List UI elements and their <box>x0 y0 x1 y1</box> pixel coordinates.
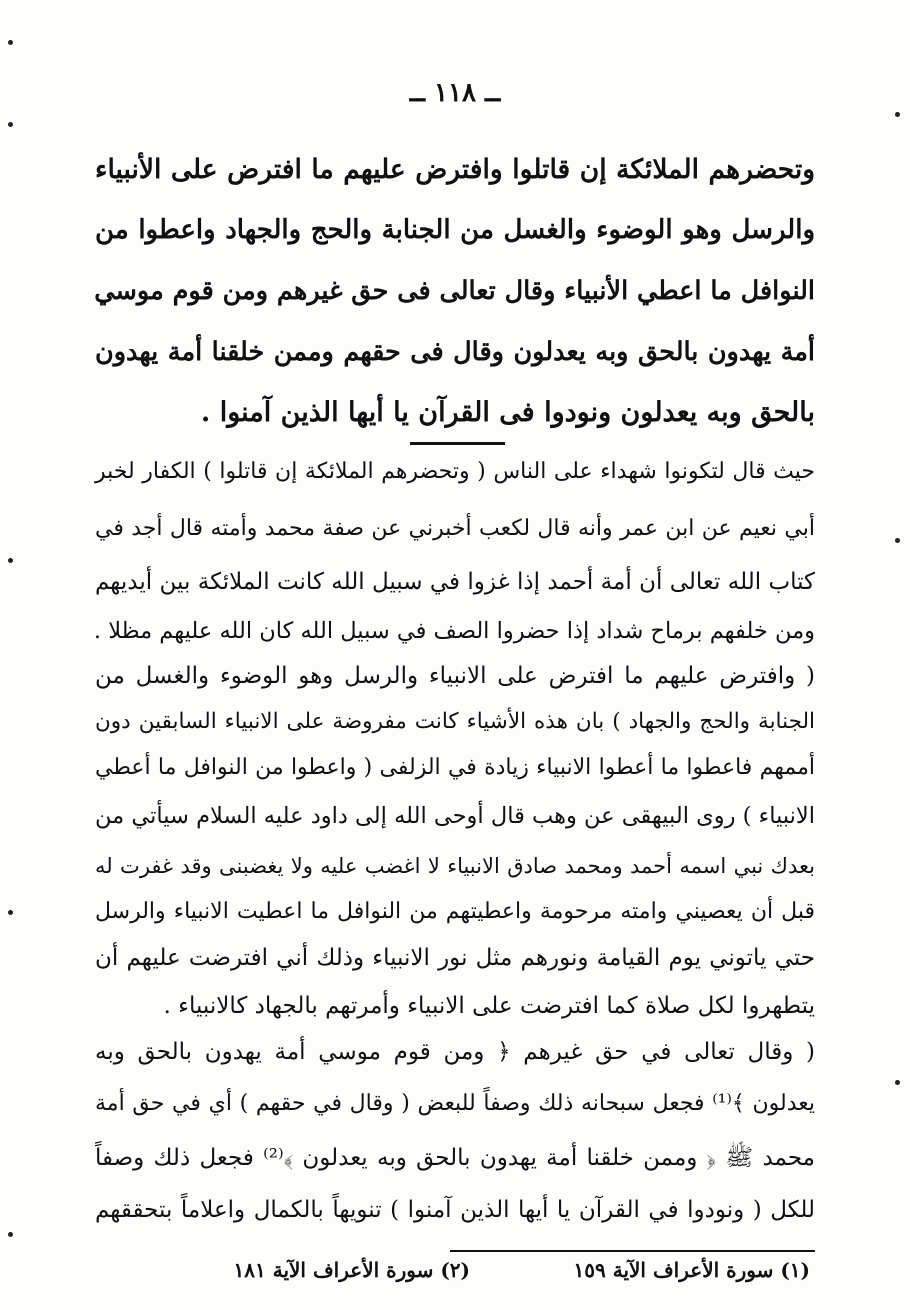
matn-line: أمة يهدون بالحق وبه يعدلون وقال فى حقهم وممن خلقنا أمة يهدون <box>95 337 815 367</box>
commentary-line: بعدك نبي اسمه أحمد ومحمد صادق الانبياء لا اغضب عليه ولا يغضبنى وقد غفرت له <box>95 854 815 878</box>
commentary-line: محمد ﷺ ﴿ وممن خلقنا أمة يهدون بالحق وبه يعدلون ﴾⁽²⁾ فجعل ذلك وصفاً <box>95 1145 815 1171</box>
page-number: ــ ١١٨ ــ <box>409 78 501 108</box>
footnote: (٢) سورة الأعراف الآية ١٨١ <box>233 1258 470 1282</box>
commentary-line: أممهم فاعطوا ما أعطوا الانبياء زيادة في الزلفى ( واعطوا من النوافل ما أعطي <box>95 755 815 780</box>
commentary-line: الجنابة والحج والجهاد ) بان هذه الأشياء كانت مفروضة على الانبياء السابقين دون <box>95 709 815 734</box>
matn-line: بالحق وبه يعدلون ونودوا فى القرآن يا أيها الذين آمنوا . <box>200 397 815 428</box>
scan-speck <box>8 558 13 563</box>
commentary-line: للكل ( ونودوا في القرآن يا أيها الذين آمنوا ) تنويهاً بالكمال واعلاماً بتحققهم <box>95 1197 815 1223</box>
scan-speck <box>8 40 13 45</box>
commentary-line: ومن خلفهم برماح شداد إذا حضروا الصف في سبيل الله كان الله عليهم مظلا . <box>93 618 815 644</box>
commentary-line: ( وقال تعالى في حق غيرهم ﴿ ومن قوم موسي أمة يهدون بالحق وبه <box>95 1039 815 1065</box>
commentary-line: يتطهروا لكل صلاة كما افترضت على الانبياء وأمرتهم بالجهاد كالانبياء . <box>163 993 815 1019</box>
commentary-line: يعدلون ﴾⁽¹⁾ فجعل سبحانه ذلك وصفاً للبعض ( وقال في حقهم ) أي في حق أمة <box>95 1091 816 1116</box>
commentary-line: كتاب الله تعالى أن أمة أحمد إذا غزوا في سبيل الله كانت الملائكة بين أيديهم <box>95 569 815 595</box>
matn-line: وتحضرهم الملائكة إن قاتلوا وافترض عليهم ما افترض على الأنبياء <box>95 154 815 185</box>
scan-speck <box>895 112 900 117</box>
scan-speck <box>8 910 13 915</box>
matn-line: والرسل وهو الوضوء والغسل من الجنابة والحج والجهاد واعطوا من <box>95 215 815 245</box>
footnote: (١) سورة الأعراف الآية ١٥٩ <box>573 1258 810 1282</box>
matn-line: النوافل ما اعطي الأنبياء وقال تعالى فى حق غيرهم ومن قوم موسي <box>94 276 815 306</box>
commentary-line: الانبياء ) روى البيهقى عن وهب قال أوحى الله إلى داود عليه السلام سيأتي من <box>95 803 815 829</box>
commentary-line: حيث قال لتكونوا شهداء على الناس ( وتحضرهم الملائكة إن قاتلوا ) الكفار لخبر <box>95 459 815 484</box>
footnote-divider <box>450 1250 815 1252</box>
scan-speck <box>895 538 900 543</box>
scan-speck <box>8 122 13 127</box>
commentary-line: حتي ياتوني يوم القيامة ونورهم مثل نور الانبياء وذلك أني افترضت عليهم أن <box>95 945 815 971</box>
scan-speck <box>895 1080 900 1085</box>
section-divider <box>410 442 505 445</box>
commentary-line: ( وافترض عليهم ما افترض على الانبياء والرسل وهو الوضوء والغسل من <box>95 663 815 689</box>
commentary-line: قبل أن يعصيني وامته مرحومة واعطيتهم من النوافل ما اعطيت الانبياء والرسل <box>95 899 815 924</box>
commentary-line: أبي نعيم عن ابن عمر وأنه قال لكعب أخبرني عن صفة محمد وأمته قال أجد في <box>95 516 815 541</box>
scan-speck <box>8 1232 13 1237</box>
